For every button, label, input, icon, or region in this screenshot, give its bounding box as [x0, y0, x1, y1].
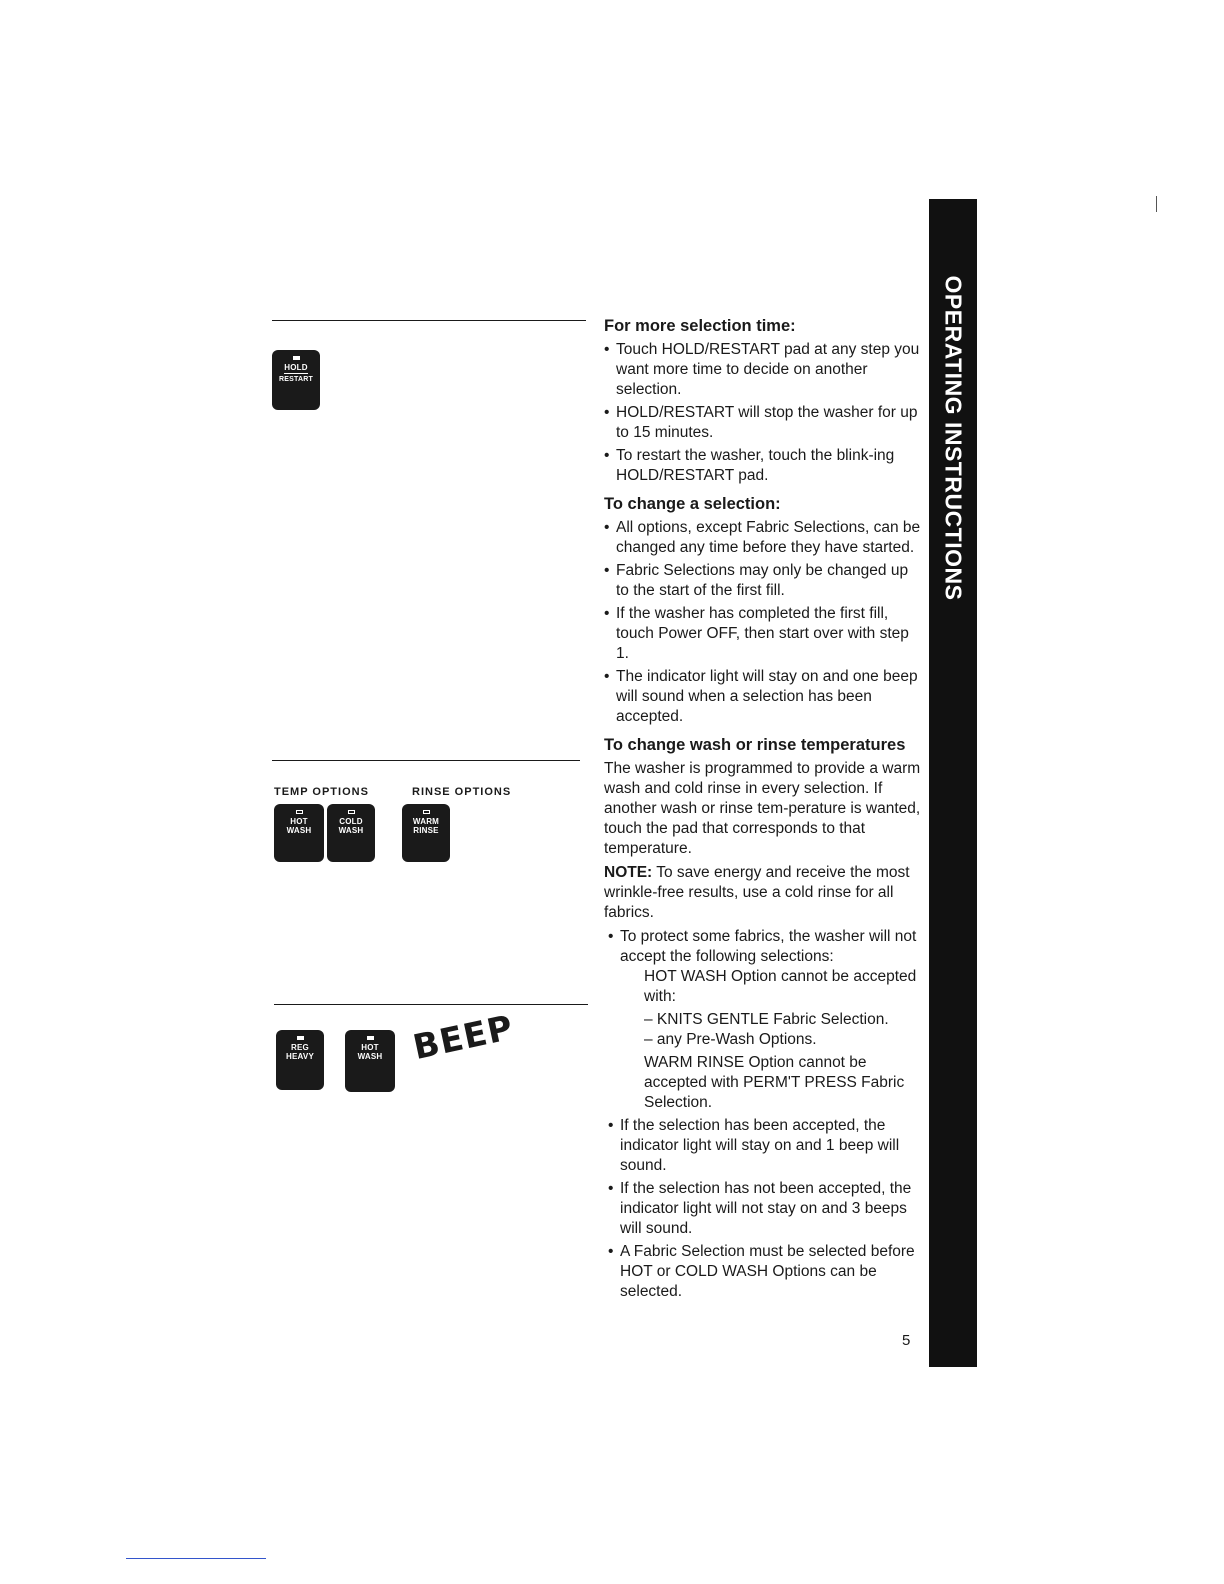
pad-label-line2: RINSE	[413, 826, 439, 835]
list-item: • To restart the washer, touch the blink-ing HOLD/RESTART pad.	[604, 446, 924, 486]
indicator-light	[348, 810, 355, 814]
list-item	[608, 927, 924, 1113]
reg-heavy-pad[interactable]	[276, 1030, 324, 1090]
pad-label-line1: HOT	[290, 817, 308, 826]
pad-label-line1: HOLD	[284, 363, 308, 372]
list-item: • All options, except Fabric Selections, can be changed any time before they have started.	[604, 518, 924, 558]
indicator-light	[367, 1036, 374, 1040]
paragraph-note	[604, 863, 924, 923]
list-change-selection	[604, 518, 924, 727]
pad-label-line2: HEAVY	[286, 1052, 314, 1061]
hot-wash-pad-beep[interactable]	[345, 1030, 395, 1092]
list-item: • HOLD/RESTART will stop the washer for up to 15 minutes.	[604, 403, 924, 443]
pad-label-line2: WASH	[286, 826, 312, 835]
pad-label-line1: REG	[291, 1043, 309, 1052]
hot-wash-pad[interactable]	[274, 804, 324, 862]
list-protect	[608, 927, 924, 1302]
list-item: • If the selection has not been accepted, the indicator light will not stay on and 3 beeps will sound.	[608, 1179, 924, 1239]
instructions-column	[604, 316, 924, 1310]
heading-change-temps: To change wash or rinse temperatures	[604, 736, 906, 754]
list-item: • The indicator light will stay on and one beep will sound when a selection has been accepted.	[604, 667, 924, 727]
list-item: • Touch HOLD/RESTART pad at any step you want more time to decide on another selection.	[604, 340, 924, 400]
section-tab-label: OPERATING INSTRUCTIONS	[940, 275, 967, 601]
hot-wash-exception: – KNITS GENTLE Fabric Selection.	[644, 1011, 889, 1028]
list-item: • If the washer has completed the first fill, touch Power OFF, then start over with step 1.	[604, 604, 924, 664]
pad-label-line1: WARM	[412, 817, 440, 826]
hot-wash-rule: HOT WASH Option cannot be accepted with:	[644, 968, 917, 1005]
footer-rule	[126, 1558, 266, 1559]
divider-bottom	[274, 1004, 588, 1005]
warm-rinse-rule: WARM RINSE Option cannot be accepted with PERM'T PRESS Fabric Selection.	[644, 1054, 905, 1111]
divider-top	[272, 320, 586, 321]
indicator-light	[296, 810, 303, 814]
warm-rinse-pad[interactable]	[402, 804, 450, 862]
indicator-light	[297, 1036, 304, 1040]
temp-options-label: TEMP OPTIONS	[274, 786, 369, 798]
hot-wash-exception: – any Pre-Wash Options.	[644, 1031, 817, 1048]
beep-sound-text: BEEP	[409, 1007, 518, 1068]
note-text: To save energy and receive the most wrinkle-free results, use a cold rinse for all fabrics.	[604, 864, 910, 921]
pad-label-line1: COLD	[339, 817, 363, 826]
list-item: • Fabric Selections may only be changed up to the start of the first fill.	[604, 561, 924, 601]
pad-label-line2: RESTART	[279, 376, 313, 383]
note-label: NOTE:	[604, 864, 653, 881]
margin-mark	[1156, 196, 1157, 212]
rinse-options-label: RINSE OPTIONS	[412, 786, 512, 798]
indicator-light	[293, 356, 300, 360]
divider-middle	[272, 760, 580, 761]
list-item: • A Fabric Selection must be selected before HOT or COLD WASH Options can be selected.	[608, 1242, 924, 1302]
list-more-time	[604, 340, 924, 486]
protect-text: To protect some fabrics, the washer will not accept the following selections:	[620, 928, 917, 965]
pad-label-line2: WASH	[357, 1052, 383, 1061]
heading-more-time: For more selection time:	[604, 317, 796, 335]
paragraph-temps-intro: The washer is programmed to provide a warm wash and cold rinse in every selection. If another wash or rinse tem-perature is wanted, touch the pad that corresponds to that temperature.	[604, 760, 921, 857]
page-number: 5	[902, 1332, 911, 1349]
heading-change-selection: To change a selection:	[604, 495, 781, 513]
hold-restart-pad[interactable]	[272, 350, 320, 410]
cold-wash-pad[interactable]	[327, 804, 375, 862]
pad-label-line1: HOT	[361, 1043, 379, 1052]
indicator-light	[423, 810, 430, 814]
pad-label-line2: WASH	[338, 826, 364, 835]
list-item: • If the selection has been accepted, the indicator light will stay on and 1 beep will sound.	[608, 1116, 924, 1176]
